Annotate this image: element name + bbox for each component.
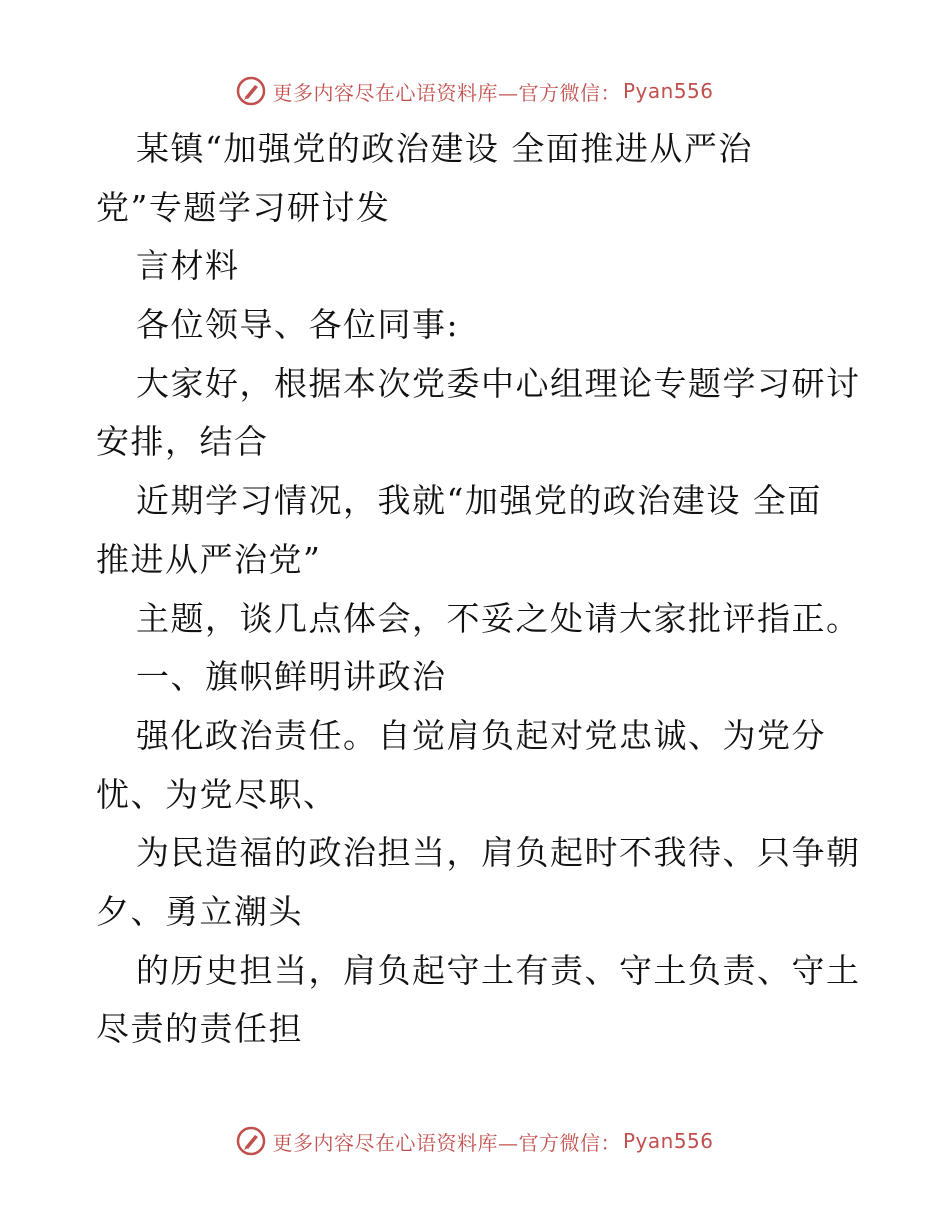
paragraph-line: 的历史担当，肩负起守土有责、守土负责、守土	[136, 950, 861, 990]
writing-pen-logo-icon	[236, 1126, 266, 1156]
paragraph-line: 主题，谈几点体会，不妥之处请大家批评指正。	[136, 598, 861, 638]
banner-wechat-id: Pyan556	[622, 1129, 714, 1153]
paragraph-line: 尽责的责任担	[96, 1009, 303, 1049]
salutation: 各位领导、各位同事:	[136, 305, 460, 345]
header-banner	[0, 74, 950, 108]
writing-pen-logo-icon	[236, 76, 266, 106]
footer-banner	[0, 1124, 950, 1158]
document-body	[96, 120, 861, 1059]
section-heading: 一、旗帜鲜明讲政治	[136, 657, 447, 697]
paragraph-line: 忧、为党尽职、	[96, 774, 338, 814]
paragraph-line: 夕、勇立潮头	[96, 891, 303, 931]
banner-text: 更多内容尽在心语资料库—官方微信：	[272, 1130, 621, 1155]
paragraph-line: 大家好，根据本次党委中心组理论专题学习研讨	[136, 363, 861, 403]
title-line-1: 某镇“加强党的政治建设 全面推进从严治	[136, 129, 753, 168]
title-line-3: 言材料	[136, 246, 240, 286]
paragraph-line: 安排，结合	[96, 422, 269, 462]
paragraph-line: 推进从严治党”	[96, 539, 322, 579]
paragraph-line: 近期学习情况，我就“加强党的政治建设 全面	[136, 481, 822, 521]
paragraph-line: 为民造福的政治担当，肩负起时不我待、只争朝	[136, 833, 861, 873]
banner-wechat-id: Pyan556	[622, 79, 714, 103]
paragraph-line: 强化政治责任。自觉肩负起对党忠诚、为党分	[136, 715, 826, 755]
banner-text: 更多内容尽在心语资料库—官方微信：	[272, 80, 621, 105]
title-line-2: 党”专题学习研讨发	[96, 187, 391, 227]
